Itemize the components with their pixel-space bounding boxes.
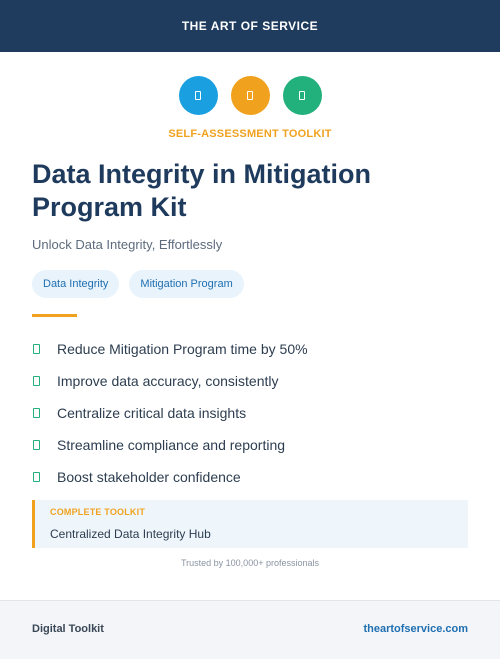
benefit-text: Reduce Mitigation Program time by 50% bbox=[57, 341, 308, 357]
check-icon bbox=[33, 440, 40, 450]
callout-text: Centralized Data Integrity Hub bbox=[50, 527, 211, 541]
header-bar bbox=[0, 0, 500, 52]
check-icon bbox=[33, 344, 40, 354]
benefit-text: Streamline compliance and reporting bbox=[57, 437, 286, 453]
accent-divider bbox=[32, 314, 77, 317]
benefit-item bbox=[32, 365, 308, 397]
benefit-text: Improve data accuracy, consistently bbox=[57, 373, 279, 389]
orange-circle-icon bbox=[231, 76, 270, 115]
benefit-item bbox=[32, 333, 308, 365]
document-icon bbox=[195, 91, 201, 100]
check-icon bbox=[33, 376, 40, 386]
trust-note: Trusted by 100,000+ professionals bbox=[180, 558, 319, 568]
benefit-text: Centralize critical data insights bbox=[57, 405, 247, 421]
blue-circle-icon bbox=[179, 76, 218, 115]
benefit-item bbox=[32, 429, 308, 461]
subtitle: Unlock Data Integrity, Effortlessly bbox=[32, 237, 223, 252]
benefit-list bbox=[32, 333, 308, 493]
document-icon bbox=[247, 91, 253, 100]
document-icon bbox=[299, 91, 305, 100]
callout-label: COMPLETE TOOLKIT bbox=[50, 507, 146, 517]
icon-row bbox=[0, 76, 500, 115]
page-title: Data Integrity in Mitigation Program Kit bbox=[32, 159, 372, 222]
footer-label: Digital Toolkit bbox=[32, 623, 104, 635]
green-circle-icon bbox=[283, 76, 322, 115]
eyebrow-label: SELF-ASSESSMENT TOOLKIT bbox=[168, 128, 332, 140]
tag-mitigation-program: Mitigation Program bbox=[129, 270, 243, 298]
tag-data-integrity: Data Integrity bbox=[32, 270, 119, 298]
benefit-item bbox=[32, 397, 308, 429]
benefit-text: Boost stakeholder confidence bbox=[57, 469, 241, 485]
website-link[interactable]: theartofservice.com bbox=[363, 623, 468, 635]
brand-name: THE ART OF SERVICE bbox=[181, 19, 319, 33]
tag-list bbox=[32, 270, 244, 298]
benefit-item bbox=[32, 461, 308, 493]
check-icon bbox=[33, 408, 40, 418]
toolkit-callout bbox=[32, 500, 468, 548]
footer bbox=[0, 600, 500, 659]
check-icon bbox=[33, 472, 40, 482]
